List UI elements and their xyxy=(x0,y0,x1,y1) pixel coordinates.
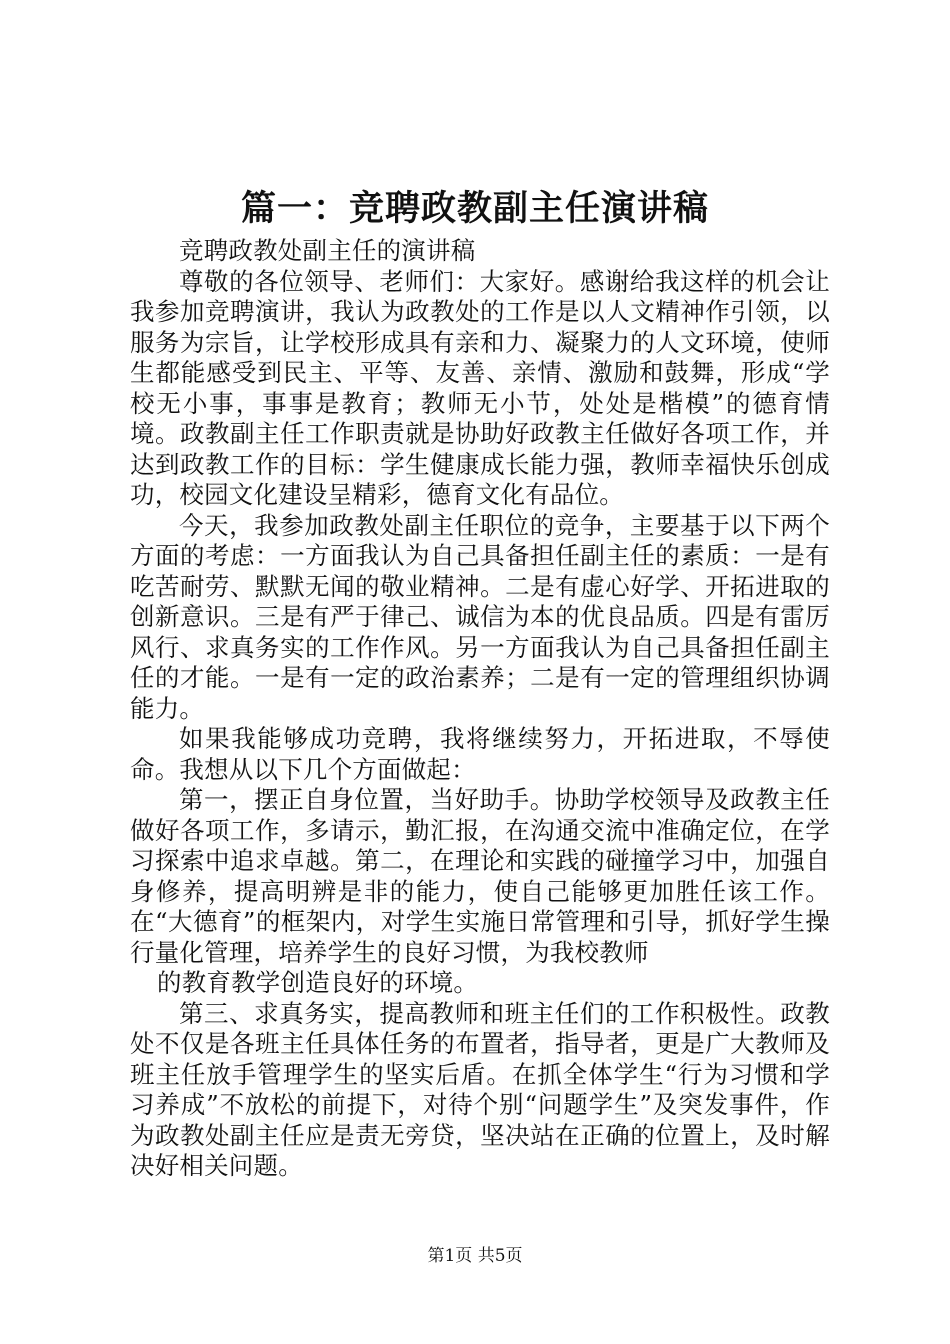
paragraph-first-point: 第一，摆正自身位置，当好助手。协助学校领导及政教主任做好各项工作，多请示，勤汇报，在沟通交流中准确定位，在学习探索中追求卓越。第二，在理论和实践的碰撞学习中，加强自身修养，提高明辨是非的能力，使自己能够更加胜任该工作。在“大德育”的框架内，对学生实施日常管理和引导，抓好学生操行量化管理，培养学生的良好习惯，为我校教师 xyxy=(130,785,830,967)
paragraph-commitment: 如果我能够成功竞聘，我将继续努力，开拓进取，不辱使命。我想从以下几个方面做起： xyxy=(130,724,830,784)
document-body xyxy=(130,236,830,1182)
page-number-footer: 第1页 共5页 xyxy=(427,1246,523,1266)
document-title: 篇一：竞聘政教副主任演讲稿 xyxy=(240,188,709,229)
paragraph-greeting: 尊敬的各位领导、老师们：大家好。感谢给我这样的机会让我参加竞聘演讲，我认为政教处的工作是以人文精神作引领，以服务为宗旨，让学校形成具有亲和力、凝聚力的人文环境，使师生都能感受到民主、平等、友善、亲情、激励和鼓舞，形成“学校无小事，事事是教育；教师无小节，处处是楷模”的德育情境。政教副主任工作职责就是协助好政教主任做好各项工作，并达到政教工作的目标：学生健康成长能力强，教师幸福快乐创成功，校园文化建设呈精彩，德育文化有品位。 xyxy=(130,266,830,509)
paragraph-third-point: 第三、求真务实，提高教师和班主任们的工作积极性。政教处不仅是各班主任具体任务的布置者，指导者，更是广大教师及班主任放手管理学生的坚实后盾。在抓全体学生“行为习惯和学习养成”不放松的前提下，对待个别“问题学生”及突发事件，作为政教处副主任应是责无旁贷，坚决站在正确的位置上，及时解决好相关问题。 xyxy=(130,998,830,1180)
paragraph-subtitle: 竞聘政教处副主任的演讲稿 xyxy=(179,236,476,265)
paragraph-first-point-continued: 的教育教学创造良好的环境。 xyxy=(157,968,479,997)
paragraph-reasons: 今天，我参加政教处副主任职位的竞争，主要基于以下两个方面的考虑：一方面我认为自己具备担任副主任的素质：一是有吃苦耐劳、默默无闻的敬业精神。二是有虚心好学、开拓进取的创新意识。三是有严于律己、诚信为本的优良品质。四是有雷厉风行、求真务实的工作作风。另一方面我认为自己具备担任副主任的才能。一是有一定的政治素养；二是有一定的管理组织协调能力。 xyxy=(130,510,830,723)
